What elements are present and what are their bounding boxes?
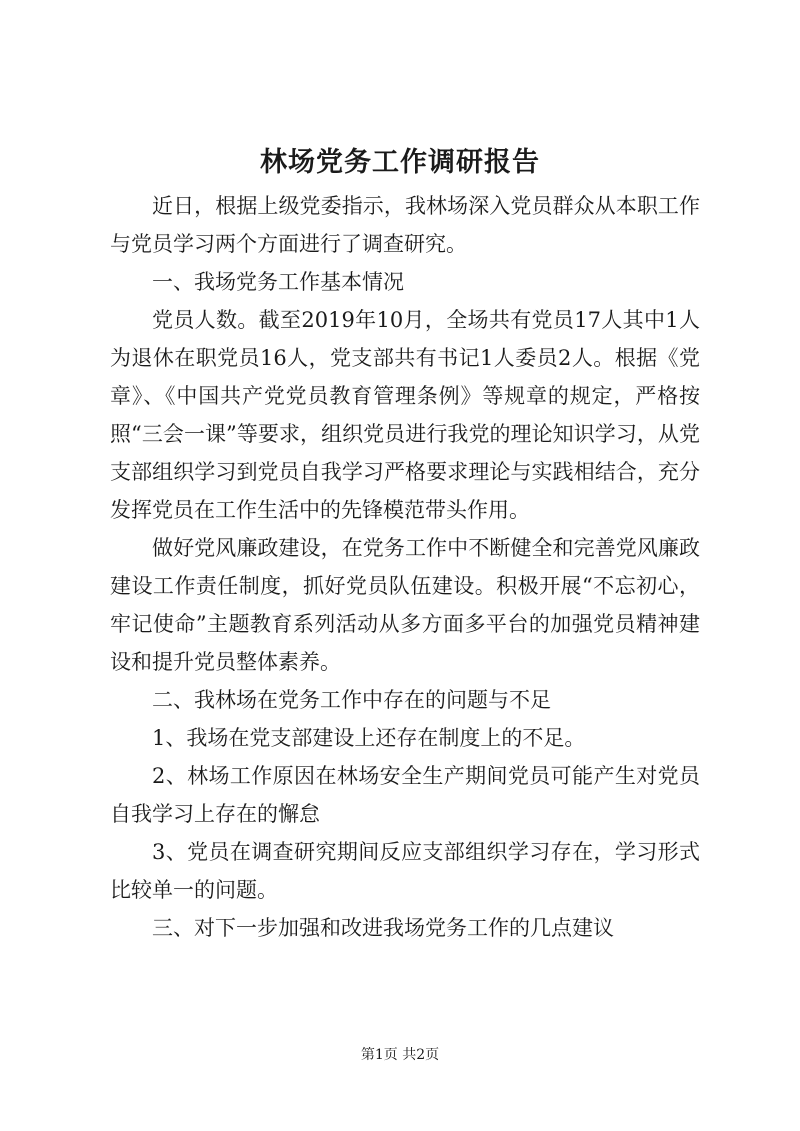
list-item-problem-1: 1、我场在党支部建设上还存在制度上的不足。 <box>152 726 586 750</box>
paragraph-member-count: 党员人数。截至2019年10月，全场共有党员17人其中1人为退休在职党员16人，党支部共有书记1人委员2人。根据《党章》、《中国共产党党员教育管理条例》等规章的规定，严格按照“三会一课”等要求，组织党员进行我党的理论知识学习，从党支部组织学习到党员自我学习严格要求理论与实践相结合，充分发挥党员在工作生活中的先锋模范带头作用。 <box>110 308 700 522</box>
page-number-footer: 第1页 共2页 <box>360 1047 440 1063</box>
document-title: 林场党务工作调研报告 <box>260 147 540 178</box>
list-item-problem-3: 3、党员在调查研究期间反应支部组织学习存在，学习形式比较单一的问题。 <box>110 840 700 902</box>
heading-section-1: 一、我场党务工作基本情况 <box>152 270 404 294</box>
heading-section-2: 二、我林场在党务工作中存在的问题与不足 <box>152 688 551 712</box>
list-item-problem-2: 2、林场工作原因在林场安全生产期间党员可能产生对党员自我学习上存在的懈怠 <box>110 764 700 826</box>
paragraph-intro: 近日，根据上级党委指示，我林场深入党员群众从本职工作与党员学习两个方面进行了调查研究。 <box>110 194 700 256</box>
heading-section-3: 三、对下一步加强和改进我场党务工作的几点建议 <box>152 916 614 940</box>
paragraph-integrity: 做好党风廉政建设，在党务工作中不断健全和完善党风廉政建设工作责任制度，抓好党员队伍建设。积极开展“不忘初心，牢记使命”主题教育系列活动从多方面多平台的加强党员精神建设和提升党员整体素养。 <box>110 536 700 674</box>
document-body <box>110 187 700 947</box>
